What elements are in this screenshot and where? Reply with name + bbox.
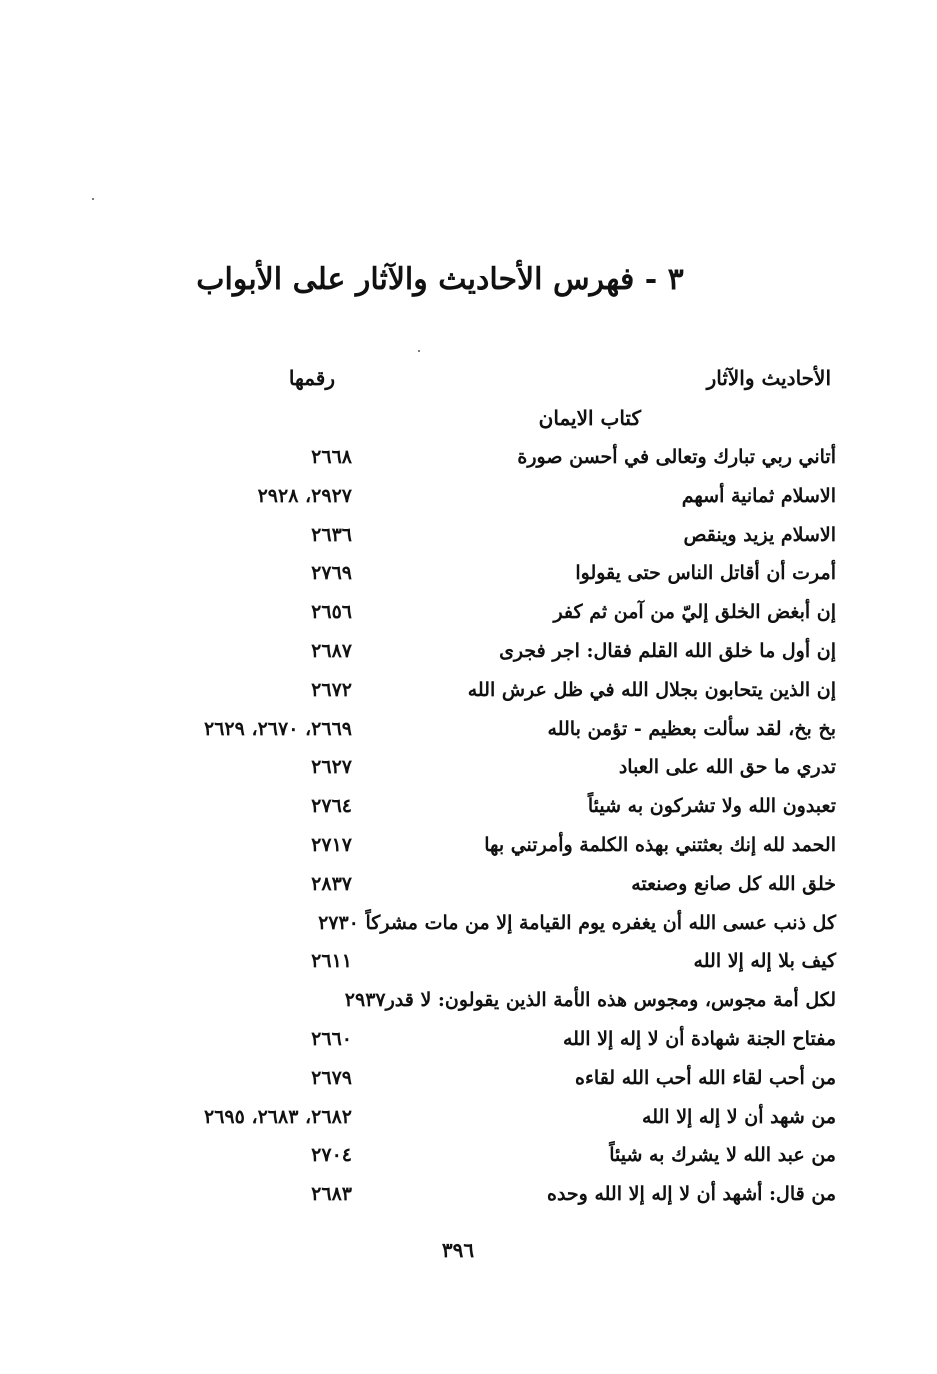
index-row [100, 791, 836, 830]
index-row [100, 908, 836, 947]
scan-speck [92, 198, 94, 200]
hadith-text: من شهد أن لا إله إلا الله [642, 1105, 836, 1128]
index-row [100, 714, 836, 753]
index-row [100, 481, 836, 520]
hadith-numbers: ٢٧٦٤ [311, 795, 352, 818]
index-row [100, 1063, 836, 1102]
index-row [100, 1179, 836, 1218]
hadith-text: الاسلام ثمانية أسهم [681, 484, 836, 507]
hadith-text: إن الذين يتحابون بجلال الله في ظل عرش الله [467, 678, 836, 701]
hadith-text: من قال: أشهد أن لا إله إلا الله وحده [546, 1183, 836, 1206]
index-row [100, 1140, 836, 1179]
hadith-numbers: ٢٧٠٤ [311, 1144, 352, 1167]
hadith-text: إن أول ما خلق الله القلم فقال: اجر فجرى [499, 639, 836, 662]
page-number: ٣٩٦ [441, 1238, 475, 1262]
hadith-text: من أحب لقاء الله أحب الله لقاءه [575, 1066, 836, 1089]
index-row [100, 946, 836, 985]
column-header-numbers: رقمها [288, 366, 335, 390]
index-row [100, 1102, 836, 1141]
hadith-text: إن أبغض الخلق إليّ من آمن ثم كفر [553, 601, 836, 624]
hadith-text: خلق الله كل صانع وصنعته [631, 872, 836, 895]
hadith-numbers: ٢٦٦٨ [311, 446, 352, 468]
hadith-numbers: ٢٦١١ [311, 950, 352, 973]
hadith-text: بخ بخ، لقد سألت بعظيم - تؤمن بالله [547, 717, 836, 740]
scan-speck [418, 350, 420, 352]
hadith-numbers: ٢٩٢٧، ٢٩٢٨ [257, 484, 352, 507]
index-row [100, 985, 836, 1024]
index-row [100, 636, 836, 675]
hadith-text: أمرت أن أقاتل الناس حتى يقولوا [575, 562, 836, 585]
hadith-numbers: ٢٦٧٩ [311, 1066, 352, 1089]
index-row [100, 442, 836, 481]
index-row [100, 1024, 836, 1063]
page-title: ٣ - فهرس الأحاديث والآثار على الأبواب [196, 262, 684, 297]
hadith-numbers: ٢٧٦٩ [311, 562, 352, 585]
hadith-numbers: ٢٦٧٢ [311, 678, 352, 701]
hadith-text: تدري ما حق الله على العباد [618, 756, 836, 779]
hadith-text: أتاني ربي تبارك وتعالى في أحسن صورة [517, 446, 836, 468]
hadith-text: الحمد لله إنك بعثتني بهذه الكلمة وأمرتني بها [484, 833, 836, 856]
index-row [100, 675, 836, 714]
hadith-text: كيف بلا إله إلا الله [693, 950, 836, 973]
index-row [100, 830, 836, 869]
hadith-numbers: ٢٧١٧ [311, 833, 352, 856]
hadith-numbers: ٢٦٢٧ [311, 756, 352, 779]
hadith-numbers: ٢٦٣٦ [311, 523, 352, 546]
hadith-numbers: ٢٦٦٠ [311, 1027, 352, 1050]
index-row [100, 869, 836, 908]
hadith-text: كل ذنب عسى الله أن يغفره يوم القيامة إلا من مات مشركاً ٢٧٣٠ [318, 911, 836, 934]
hadith-text: الاسلام يزيد وينقص [683, 523, 836, 546]
hadith-numbers: ٢٦٥٦ [311, 601, 352, 624]
hadith-numbers: ٢٦٨٣ [311, 1183, 352, 1206]
index-row [100, 752, 836, 791]
index-row [100, 597, 836, 636]
hadith-numbers: ٢٨٣٧ [311, 872, 352, 895]
hadith-text: مفتاح الجنة شهادة أن لا إله إلا الله [563, 1027, 836, 1050]
section-title: كتاب الايمان [538, 406, 641, 430]
hadith-text: من عبد الله لا يشرك به شيئاً [609, 1144, 836, 1167]
index-list [100, 442, 836, 1218]
hadith-numbers: ٢٦٨٢، ٢٦٨٣، ٢٦٩٥ [204, 1105, 352, 1128]
hadith-text: لكل أمة مجوس، ومجوس هذه الأمة الذين يقولون: لا قدر٢٩٣٧ [344, 989, 836, 1012]
column-header-hadiths: الأحاديث والآثار [706, 366, 831, 390]
hadith-numbers: ٢٦٦٩، ٢٦٧٠، ٢٦٢٩ [204, 717, 352, 740]
index-row [100, 558, 836, 597]
index-row [100, 520, 836, 559]
hadith-numbers: ٢٦٨٧ [311, 639, 352, 662]
hadith-text: تعبدون الله ولا تشركون به شيئاً [587, 795, 836, 818]
